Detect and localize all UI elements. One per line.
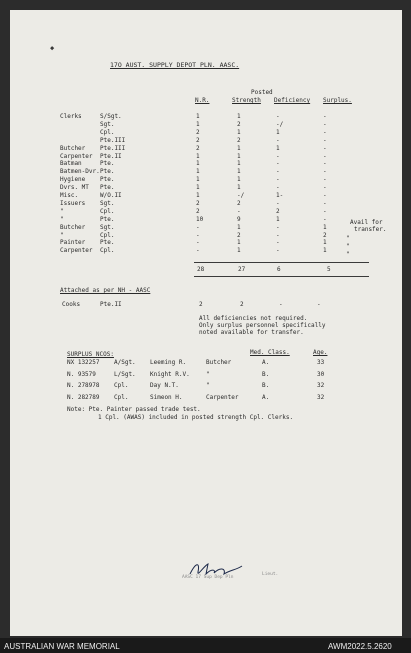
table-cell-def: -	[276, 136, 280, 144]
total-rule-bottom	[194, 276, 369, 277]
footer-institution: AUSTRALIAN WAR MEMORIAL	[4, 642, 120, 651]
table-cell-trade: Batmen-Dvr.	[60, 168, 100, 176]
surplus-cell-med: B.	[262, 370, 270, 378]
table-cell-def: -	[276, 176, 280, 184]
surplus-cell-age: 32	[317, 382, 325, 389]
table-cell-nr: 1	[196, 160, 200, 168]
avail-note-2: transfer.	[354, 226, 387, 233]
surplus-cell-age: 33	[317, 359, 325, 366]
surplus-cell-trade: "	[206, 382, 210, 389]
table-cell-def: -	[276, 113, 280, 120]
table-cell-trade: Issuers	[60, 199, 86, 207]
table-cell-trade: Butcher	[60, 144, 86, 152]
table-cell-def: -	[276, 223, 280, 231]
table-cell-def: -	[276, 231, 280, 239]
table-cell-posted: -	[237, 207, 241, 215]
surplus-cell-name: Simeon H.	[150, 393, 183, 401]
table-cell-sur: -	[323, 144, 327, 152]
table-cell-trade: "	[60, 207, 64, 215]
total-posted: 27	[238, 266, 246, 273]
header-nr: N.R.	[195, 97, 210, 104]
attached-heading: Attached as per NH - AASC	[60, 287, 151, 294]
table-cell-def: -	[276, 199, 280, 207]
header-deficiency: Deficiency	[274, 97, 311, 104]
table-cell-rank: Sgt.	[100, 199, 115, 207]
table-cell-posted: 1	[237, 152, 241, 160]
table-cell-nr: 1	[196, 192, 200, 199]
surplus-cell-rank: Cpl.	[114, 393, 129, 401]
table-cell-posted: 1	[237, 168, 241, 176]
table-cell-nr: -	[196, 223, 200, 231]
table-cell-posted: 1	[237, 176, 241, 184]
surplus-heading: SURPLUS NCOS:	[67, 351, 114, 358]
table-cell-def: -	[276, 239, 280, 247]
surplus-cell-med: A.	[262, 393, 270, 401]
table-cell-rank: Cpl.	[100, 231, 115, 239]
header-posted: Posted	[251, 89, 273, 96]
table-cell-rank: Cpl.	[100, 207, 115, 215]
surplus-cell-rank: A/Sgt.	[114, 359, 136, 366]
table-cell-posted: 2	[237, 136, 241, 144]
table-cell-rank: Pte.	[100, 215, 115, 223]
surplus-cell-rank: L/Sgt.	[114, 370, 136, 378]
table-cell-rank: Cpl.	[100, 128, 115, 136]
age-header: Age.	[313, 349, 328, 356]
punch-hole-icon: ◆	[50, 44, 55, 52]
table-cell-sur: -	[323, 160, 327, 168]
table-cell-def: 1	[276, 128, 280, 136]
surplus-cell-age: 32	[317, 393, 325, 401]
table-cell-rank: S/Sgt.	[100, 113, 122, 120]
table-cell-rank: Sgt.	[100, 120, 115, 128]
ditto-mark: "	[346, 243, 350, 250]
surplus-cell-trade: Carpenter	[206, 393, 239, 401]
surplus-cell-num: N. 93579	[67, 370, 96, 378]
total-rule	[194, 262, 369, 263]
table-cell-sur: -	[323, 199, 327, 207]
table-cell-posted: 9	[237, 215, 241, 223]
note-line: All deficiencies not required.	[199, 315, 308, 322]
med-class-header: Med. Class.	[250, 349, 290, 356]
table-cell-rank: Pte.III	[100, 136, 126, 144]
note-awas: 1 Cpl. (AWAS) included in posted strength Cpl. Clerks.	[98, 414, 294, 421]
attached-nr: 2	[199, 301, 203, 308]
surplus-cell-num: NX 132257	[67, 359, 100, 366]
table-cell-trade: Painter	[60, 239, 86, 247]
total-surplus: 5	[327, 266, 331, 273]
table-cell-posted: 2	[237, 120, 241, 128]
table-cell-sur: -	[323, 113, 327, 120]
table-cell-def: -	[276, 152, 280, 160]
table-cell-rank: Pte.III	[100, 144, 126, 152]
ditto-mark: "	[346, 251, 350, 258]
table-cell-sur: 1	[323, 247, 327, 255]
table-cell-nr: 1	[196, 152, 200, 160]
surplus-cell-num: N. 278978	[67, 382, 100, 389]
ditto-mark: "	[346, 235, 350, 242]
table-cell-posted: 1	[237, 184, 241, 192]
table-cell-sur: 1	[323, 239, 327, 247]
table-cell-nr: 1	[196, 168, 200, 176]
note-painter: Note: Pte. Painter passed trade test.	[67, 406, 201, 413]
table-cell-nr: -	[196, 247, 200, 255]
surplus-cell-trade: "	[206, 370, 210, 378]
surplus-cell-age: 30	[317, 370, 325, 378]
table-cell-trade: Misc.	[60, 192, 79, 199]
table-cell-nr: 1	[196, 184, 200, 192]
table-cell-posted: -/	[237, 192, 245, 199]
surplus-cell-num: N. 282789	[67, 393, 100, 401]
table-cell-posted: 2	[237, 231, 241, 239]
document-title: 17O AUST. SUPPLY DEPOT PLN. AASC.	[110, 61, 240, 69]
table-cell-nr: 10	[196, 215, 204, 223]
table-cell-posted: 1	[237, 239, 241, 247]
table-cell-sur: -	[323, 136, 327, 144]
attached-deficiency: -	[279, 301, 283, 308]
surplus-cell-rank: Cpl.	[114, 382, 129, 389]
table-cell-sur: -	[323, 168, 327, 176]
table-cell-rank: Pte.	[100, 239, 115, 247]
table-cell-posted: 1	[237, 247, 241, 255]
table-cell-nr: 1	[196, 120, 200, 128]
table-cell-trade: Carpenter	[60, 152, 93, 160]
rank-stamp: Lieut.	[262, 572, 279, 577]
table-cell-nr: 2	[196, 144, 200, 152]
table-cell-def: -	[276, 184, 280, 192]
table-cell-def: -	[276, 247, 280, 255]
table-cell-sur: 2	[323, 231, 327, 239]
total-nr: 28	[197, 266, 205, 273]
table-cell-sur: -	[323, 176, 327, 184]
table-cell-nr: 1	[196, 176, 200, 184]
document-page	[10, 10, 402, 636]
note-line: noted available for transfer.	[199, 329, 304, 336]
table-cell-sur: 1	[323, 223, 327, 231]
table-cell-posted: 1	[237, 144, 241, 152]
total-deficiency: 6	[277, 266, 281, 273]
table-cell-trade: Carpenter	[60, 247, 93, 255]
surplus-cell-name: Day N.T.	[150, 382, 179, 389]
surplus-cell-med: A.	[262, 359, 270, 366]
attached-trade: Cooks	[62, 301, 81, 308]
footer-bar	[0, 638, 411, 653]
table-cell-trade: "	[60, 215, 64, 223]
table-cell-trade: Clerks	[60, 113, 82, 120]
table-cell-trade: Dvrs. MT	[60, 184, 89, 192]
table-cell-nr: 2	[196, 199, 200, 207]
note-line: Only surplus personnel specifically	[199, 322, 326, 329]
avail-note: Avail for	[350, 219, 383, 226]
table-cell-rank: Pte.	[100, 168, 115, 176]
surplus-cell-name: Leeming R.	[150, 359, 187, 366]
attached-surplus: -	[317, 301, 321, 308]
table-cell-def: 2	[276, 207, 280, 215]
table-cell-posted: 1	[237, 128, 241, 136]
table-cell-nr: 2	[196, 128, 200, 136]
table-cell-def: 1	[276, 215, 280, 223]
table-cell-nr: 2	[196, 136, 200, 144]
table-cell-sur: -	[323, 192, 327, 199]
surplus-cell-trade: Butcher	[206, 359, 232, 366]
officer-stamp: AASC 17 Sup Dep Pln	[182, 575, 234, 580]
table-cell-nr: -	[196, 239, 200, 247]
table-cell-def: -	[276, 160, 280, 168]
table-cell-rank: Pte.	[100, 184, 115, 192]
table-cell-nr: 1	[196, 113, 200, 120]
table-cell-def: -	[276, 168, 280, 176]
table-cell-def: 1	[276, 144, 280, 152]
table-cell-sur: -	[323, 120, 327, 128]
table-cell-sur: -	[323, 215, 327, 223]
table-cell-rank: Pte.	[100, 160, 115, 168]
attached-rank: Pte.II	[100, 301, 122, 308]
table-cell-posted: 2	[237, 199, 241, 207]
table-cell-def: -/	[276, 120, 284, 128]
table-cell-trade: "	[60, 231, 64, 239]
table-cell-sur: -	[323, 128, 327, 136]
table-cell-sur: -	[323, 207, 327, 215]
table-cell-rank: W/O.II	[100, 192, 122, 199]
surplus-cell-name: Knight R.V.	[150, 370, 190, 378]
table-cell-posted: 1	[237, 113, 241, 120]
table-cell-sur: -	[323, 152, 327, 160]
table-cell-nr: -	[196, 231, 200, 239]
attached-posted: 2	[240, 301, 244, 308]
table-cell-rank: Pte.II	[100, 152, 122, 160]
table-cell-trade: Butcher	[60, 223, 86, 231]
table-cell-def: 1-	[276, 192, 284, 199]
table-cell-rank: Sgt.	[100, 223, 115, 231]
table-cell-posted: 1	[237, 160, 241, 168]
table-cell-rank: Pte.	[100, 176, 115, 184]
table-cell-posted: 1	[237, 223, 241, 231]
table-cell-trade: Hygiene	[60, 176, 86, 184]
table-cell-nr: 2	[196, 207, 200, 215]
footer-accession: AWM2022.5.2620	[328, 642, 392, 651]
table-cell-sur: -	[323, 184, 327, 192]
table-cell-trade: Batman	[60, 160, 82, 168]
header-surplus: Surplus.	[323, 97, 352, 104]
header-strength: Strength	[232, 97, 261, 104]
table-cell-rank: Cpl.	[100, 247, 115, 255]
surplus-cell-med: B.	[262, 382, 270, 389]
